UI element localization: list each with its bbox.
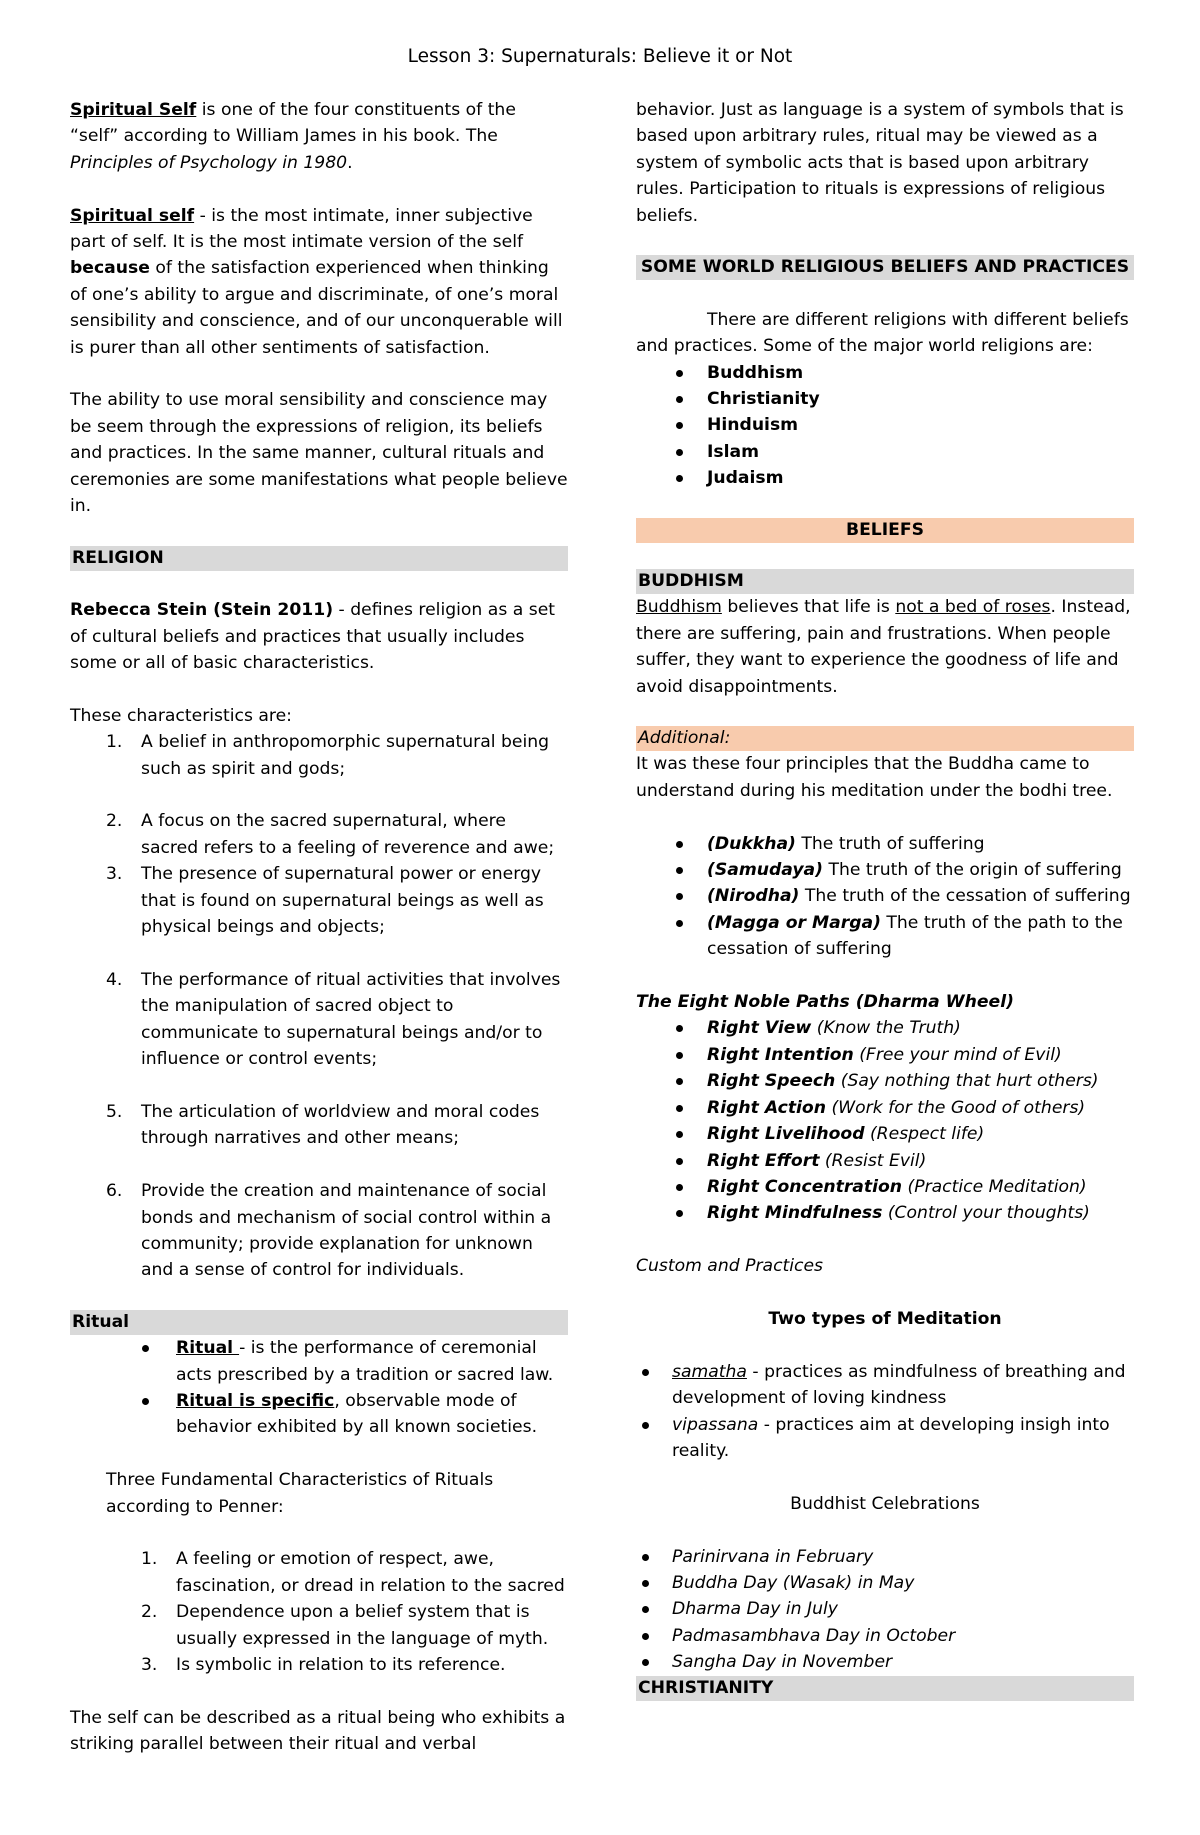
bullet-icon: [676, 1184, 683, 1191]
list-number: 2.: [141, 1602, 158, 1623]
spiritual-self-term: Spiritual Self: [70, 100, 197, 120]
list-item: [636, 1359, 1134, 1412]
characteristics-list: [70, 729, 568, 782]
additional-paragraph: It was these four principles that the Buddha came to understand during his meditation under the bodhi tree.: [636, 754, 1113, 801]
path-term: Right View: [707, 1018, 812, 1039]
meditation-term: samatha: [672, 1361, 747, 1382]
religion-name: Christianity: [707, 389, 820, 410]
spiritual-self-paragraph: [70, 97, 568, 176]
celebration-name: Dharma Day in July: [672, 1599, 838, 1620]
list-item: [70, 1178, 568, 1284]
list-item: [636, 857, 1134, 883]
list-text: A belief in anthropomorphic supernatural being such as spirit and gods;: [141, 732, 550, 779]
list-item: [636, 412, 1134, 438]
paragraph-underline: not a bed of roses: [895, 597, 1051, 618]
eight-paths-heading: The Eight Noble Paths (Dharma Wheel): [636, 992, 1014, 1013]
religion-name: Hinduism: [707, 415, 799, 436]
additional-heading: Additional:: [636, 726, 1134, 751]
closing-paragraph: The self can be described as a ritual being who exhibits a striking parallel between their ritual and verbal: [70, 1707, 566, 1755]
list-text: - is the performance of ceremonial acts prescribed by a tradition or sacred law.: [176, 1338, 554, 1385]
bullet-icon: [676, 920, 683, 927]
beliefs-heading: BELIEFS: [636, 518, 1134, 543]
paragraph-text: . Instead, there are suffering, pain and frustrations. When people suffer, they want to experience the goodness of life and avoid disappointments.: [636, 597, 1131, 697]
list-item: [70, 1388, 568, 1441]
page-header: Lesson 3: Supernaturals: Believe it or Not: [407, 46, 793, 67]
truth-term: (Nirodha): [707, 886, 800, 907]
characteristics-list: [70, 808, 568, 940]
stein-paragraph: [70, 597, 568, 676]
list-text: The articulation of worldview and moral codes through narratives and other means;: [141, 1101, 540, 1149]
bullet-icon: [676, 1158, 683, 1165]
characteristics-list: [70, 1178, 568, 1284]
list-item: [636, 1015, 1134, 1041]
list-item: [636, 439, 1134, 465]
list-text: The presence of supernatural power or energy that is found on supernatural beings as well as physical beings and objects;: [141, 864, 544, 938]
book-title: Principles of Psychology in 1980: [70, 152, 348, 173]
bullet-icon: [642, 1554, 649, 1561]
list-text: The truth of the path to the cessation of suffering: [707, 912, 1123, 960]
bullet-icon: [142, 1398, 149, 1405]
penner-list: [70, 1546, 568, 1678]
list-item: [636, 465, 1134, 491]
list-item: [70, 808, 568, 861]
bullet-icon: [676, 370, 683, 377]
bullet-icon: [676, 893, 683, 900]
characteristics-list: [70, 967, 568, 1073]
list-number: 3.: [106, 864, 123, 885]
stein-name: Rebecca Stein (Stein 2011): [70, 600, 334, 621]
path-term: Right Mindfulness: [707, 1203, 883, 1224]
list-number: 5.: [106, 1101, 123, 1122]
list-text: The performance of ritual activities that involves the manipulation of sacred object to communicate to supernatural beings and/or to influence or control events;: [141, 969, 561, 1070]
bullet-icon: [676, 422, 683, 429]
religion-name: Islam: [707, 441, 760, 462]
religion-name: Buddhism: [707, 362, 804, 383]
list-item: [636, 1068, 1134, 1094]
world-religions-heading: SOME WORLD RELIGIOUS BELIEFS AND PRACTICES: [636, 255, 1134, 280]
list-item: [636, 1121, 1134, 1147]
religion-heading: RELIGION: [70, 546, 568, 571]
characteristics-list: [70, 1099, 568, 1152]
eight-paths-list: [636, 1015, 1134, 1226]
list-item: [70, 1599, 568, 1652]
path-text: (Control your thoughts): [882, 1203, 1090, 1224]
bullet-icon: [676, 841, 683, 848]
list-item: [636, 1570, 1134, 1596]
path-text: (Resist Evil): [819, 1150, 927, 1171]
list-text: Is symbolic in relation to its reference.: [176, 1654, 506, 1675]
path-text: (Free your mind of Evil): [853, 1044, 1062, 1065]
list-text: Provide the creation and maintenance of social bonds and mechanism of social control within a community; provide explanation for unknown and a sense of control for individuals.: [141, 1181, 552, 1281]
path-term: Right Livelihood: [707, 1124, 865, 1145]
path-text: (Know the Truth): [811, 1018, 961, 1039]
list-item: [636, 1623, 1134, 1649]
meditation-term: vipassana: [672, 1414, 759, 1435]
path-text: (Practice Meditation): [902, 1176, 1087, 1197]
right-column: [636, 97, 1134, 1701]
list-item: [636, 1544, 1134, 1570]
spiritual-self-definition: [70, 203, 568, 361]
paragraph-bold: because: [70, 258, 150, 279]
continuation-paragraph: behavior. Just as language is a system of symbols that is based upon arbitrary rules, ritual may be viewed as a system of symbolic acts that is based upon arbitrary rules. Participation to rituals is expressions of religious beliefs.: [636, 100, 1124, 226]
bullet-icon: [676, 396, 683, 403]
paragraph-text: - is the most intimate, inner subjective part of self. It is the most intimate version of the self: [70, 205, 533, 253]
meditation-heading: Two types of Meditation: [768, 1308, 1002, 1329]
list-text: The truth of suffering: [795, 833, 985, 854]
list-text: A focus on the sacred supernatural, where sacred refers to a feeling of reverence and awe;: [141, 811, 555, 858]
celebration-name: Padmasambhava Day in October: [672, 1625, 956, 1646]
list-item: [636, 386, 1134, 412]
list-item: [636, 1174, 1134, 1200]
list-text: - practices aim at developing insigh into reality.: [672, 1414, 1110, 1461]
list-number: 4.: [106, 969, 123, 990]
bullet-icon: [676, 1131, 683, 1138]
bullet-icon: [642, 1606, 649, 1613]
list-item: [636, 831, 1134, 857]
path-term: Right Action: [707, 1097, 826, 1118]
list-text: A feeling or emotion of respect, awe, fascination, or dread in relation to the sacred: [176, 1549, 565, 1596]
bullet-icon: [642, 1422, 649, 1429]
bullet-icon: [642, 1633, 649, 1640]
buddhism-heading: BUDDHISM: [636, 569, 1134, 594]
list-item: [636, 1412, 1134, 1465]
list-number: 1.: [106, 732, 123, 753]
list-item: [70, 861, 568, 940]
world-intro: There are different religions with different beliefs and practices. Some of the major world religions are:: [636, 309, 1129, 357]
religion-name: Judaism: [707, 468, 784, 489]
list-item: [636, 360, 1134, 386]
meditation-list: [636, 1359, 1134, 1465]
path-text: (Say nothing that hurt others): [835, 1071, 1099, 1092]
paragraph-text: believes that life is: [721, 597, 896, 618]
list-text: Dependence upon a belief system that is usually expressed in the language of myth.: [176, 1602, 549, 1649]
buddhism-term: Buddhism: [636, 597, 722, 618]
bullet-icon: [676, 1025, 683, 1032]
list-item: [636, 883, 1134, 909]
celebration-name: Sangha Day in November: [672, 1652, 893, 1673]
truth-term: (Magga or Marga): [707, 912, 881, 933]
list-item: [636, 1042, 1134, 1068]
penner-intro: Three Fundamental Characteristics of Rituals according to Penner:: [106, 1470, 494, 1517]
truth-term: (Dukkha): [707, 833, 796, 854]
list-text: , observable mode of behavior exhibited by all known societies.: [176, 1390, 538, 1438]
list-item: [70, 729, 568, 782]
paragraph-text: - defines religion as a set of cultural beliefs and practices that usually includes some or all of basic characteristics.: [70, 600, 556, 674]
celebrations-heading: Buddhist Celebrations: [790, 1493, 980, 1514]
list-number: 3.: [141, 1654, 158, 1675]
ritual-heading: Ritual: [70, 1310, 568, 1335]
four-truths-list: [636, 831, 1134, 963]
ritual-list: [70, 1335, 568, 1441]
path-term: Right Speech: [707, 1071, 836, 1092]
list-item: [70, 1099, 568, 1152]
bullet-icon: [642, 1580, 649, 1587]
path-text: (Respect life): [864, 1124, 985, 1145]
list-text: - practices as mindfulness of breathing and development of loving kindness: [672, 1361, 1126, 1409]
custom-practices-heading: Custom and Practices: [636, 1256, 824, 1277]
bullet-icon: [676, 1052, 683, 1059]
characteristics-intro: These characteristics are:: [70, 705, 292, 726]
bullet-icon: [676, 867, 683, 874]
celebration-name: Parinirvana in February: [672, 1546, 874, 1567]
list-item: [636, 1596, 1134, 1622]
list-number: 1.: [141, 1549, 158, 1570]
list-text: The truth of the origin of suffering: [823, 860, 1122, 881]
bullet-icon: [676, 449, 683, 456]
christianity-heading: CHRISTIANITY: [636, 1676, 1134, 1701]
celebration-name: Buddha Day (Wasak) in May: [672, 1572, 915, 1593]
religions-list: [636, 360, 1134, 492]
bullet-icon: [676, 475, 683, 482]
paragraph-text: of the satisfaction experienced when thinking of one’s ability to argue and discriminate, of one’s moral sensibility and conscience, and of our unconquerable will is purer than all other sentiments of satisfaction.: [70, 258, 563, 358]
bullet-icon: [676, 1210, 683, 1217]
list-item: [70, 967, 568, 1073]
buddhism-paragraph: [636, 594, 1134, 700]
path-term: Right Intention: [707, 1044, 854, 1065]
bullet-icon: [676, 1078, 683, 1085]
bullet-icon: [676, 1105, 683, 1112]
paragraph-text: .: [347, 152, 353, 173]
bullet-icon: [142, 1345, 149, 1352]
list-item: [70, 1335, 568, 1388]
list-number: 6.: [106, 1181, 123, 1202]
moral-sensibility-paragraph: The ability to use moral sensibility and conscience may be seem through the expressions of religion, its beliefs and practices. In the same manner, cultural rituals and ceremonies are some manifestations what people believe in.: [70, 390, 568, 517]
path-term: Right Effort: [707, 1150, 820, 1171]
spiritual-self-term: Spiritual self: [70, 205, 195, 226]
list-number: 2.: [106, 811, 123, 832]
ritual-term: Ritual: [176, 1338, 240, 1359]
celebrations-list: [636, 1544, 1134, 1676]
list-item: [70, 1546, 568, 1599]
list-item: [636, 1095, 1134, 1121]
ritual-term: Ritual is specific: [176, 1390, 335, 1411]
list-item: [70, 1652, 568, 1678]
path-term: Right Concentration: [707, 1176, 903, 1197]
path-text: (Work for the Good of others): [825, 1097, 1086, 1118]
list-item: [636, 1649, 1134, 1675]
list-item: [636, 1148, 1134, 1174]
paragraph-text: is one of the four constituents of the “self” according to William James in his book. The: [70, 100, 516, 147]
list-item: [636, 1200, 1134, 1226]
list-text: The truth of the cessation of suffering: [799, 886, 1131, 907]
left-column: [70, 97, 568, 1758]
truth-term: (Samudaya): [707, 860, 824, 881]
list-item: [636, 910, 1134, 963]
bullet-icon: [642, 1659, 649, 1666]
bullet-icon: [642, 1369, 649, 1376]
